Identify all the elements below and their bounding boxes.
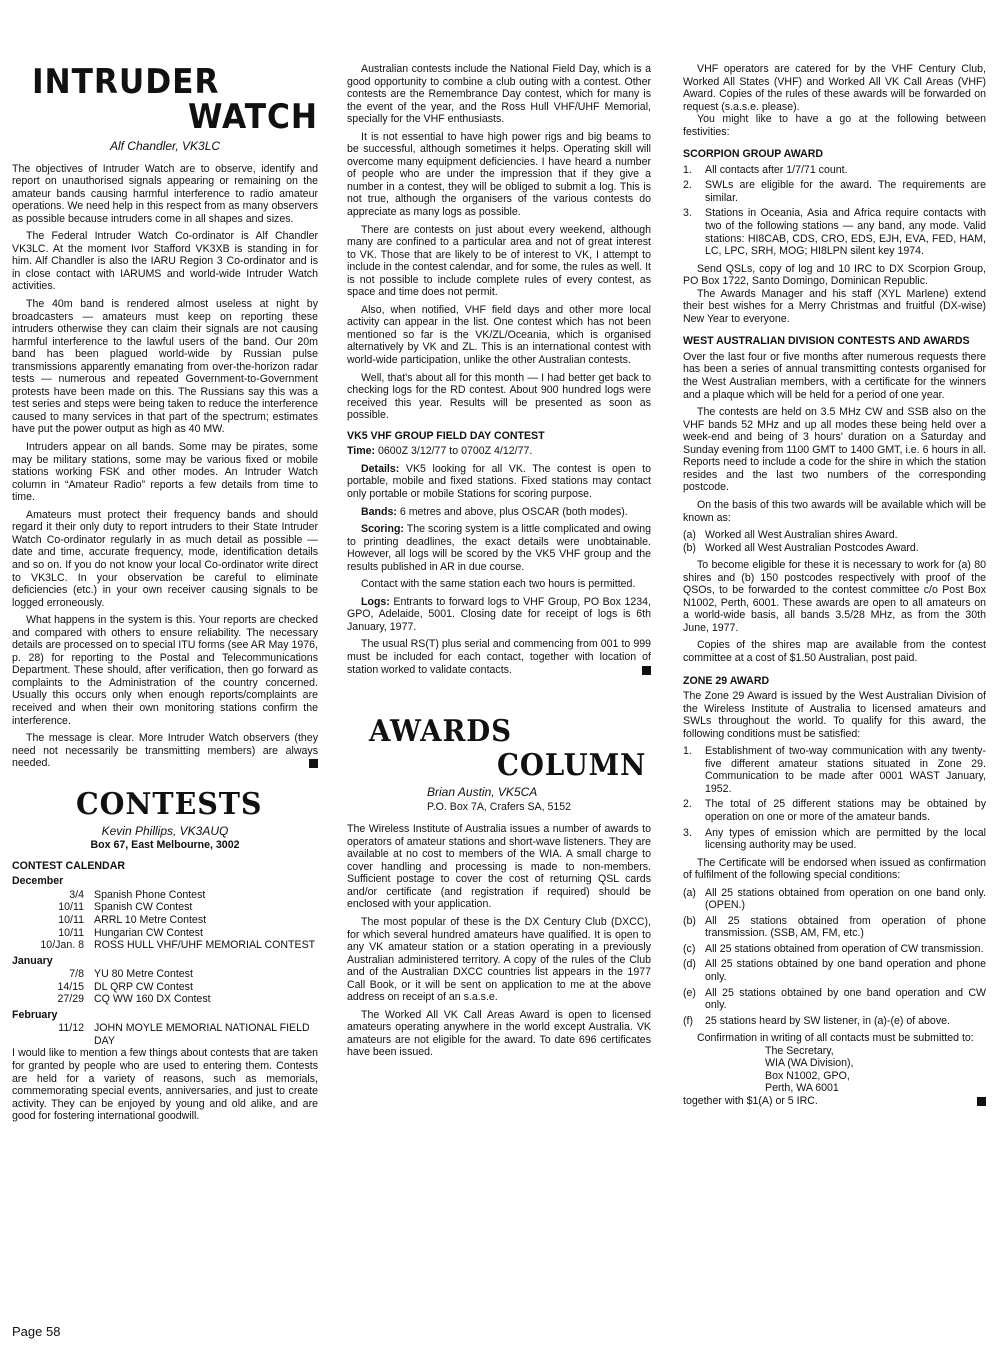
list-item: 1. All contacts after 1/7/71 count. bbox=[683, 163, 848, 176]
list-item: (b) Worked all West Australian Postcodes Award. bbox=[683, 541, 919, 554]
contests-para: There are contests on just about every weekend, although many are confined to a particular area and not of great interest to VK. Those that are likely to be of interest to VK, I attempt to include in the contest calendar, and for some, the rules as well. It is not possible to include complete rules of every contest, as space and time does not permit. bbox=[347, 223, 651, 299]
awards-para: The Wireless Institute of Australia issues a number of awards to operators of amateur stations and short-wave listeners. They are available at no cost to members of the WIA. A small charge to cover handling and processing is made to non-members. Sufficient postage to cover the cost of returning QSL cards and/or certificate (and registration if required) should be enclosed with your application. bbox=[347, 823, 651, 911]
calendar-row: 10/Jan. 8 ROSS HULL VHF/UHF MEMORIAL CONTEST bbox=[40, 939, 316, 952]
list-item: (e) All 25 stations obtained by one band operation and CW only. bbox=[683, 986, 986, 1012]
awards-para: VHF operators are catered for by the VHF Century Club, Worked All States (VHF) and Worked All VK Call Areas (VHF) Award. Copies of the rules of these awards will be forwarded on request (s.a.s.e. please). bbox=[683, 63, 986, 113]
contests-para: Australian contests include the National Field Day, which is a good opportunity to combine a club outing with a contest. Other contests are the Remembrance Day contest, which for many is the event of the year, and the Ross Hull VHF/UHF Memorial, specially for the VHF enthusiasts. bbox=[347, 63, 651, 126]
column-1 bbox=[12, 0, 318, 1128]
vk5-contact: Contact with the same station each two hours is permitted. bbox=[361, 578, 636, 591]
calendar-row: 7/8 YU 80 Metre Contest bbox=[69, 968, 193, 981]
zone29-confirm: Confirmation in writing of all contacts must be submitted to: bbox=[697, 1032, 974, 1045]
contest-calendar-heading: CONTEST CALENDAR bbox=[12, 859, 125, 872]
page-number: Page 58 bbox=[12, 1324, 61, 1339]
list-item: 2. The total of 25 different stations may be obtained by operation on one or more of the amateur bands. bbox=[683, 798, 986, 823]
column-3 bbox=[683, 0, 986, 1112]
zone29-endorse: The Certificate will be endorsed when issued as confirmation of fulfilment of the following special conditions: bbox=[683, 856, 986, 882]
intruder-para: What happens in the system is this. Your reports are checked and compared with others to ensure reliability. The necessary details are processed on to special ITU forms (see AR May 1976, p. 28) for reporting to the Postal and Telecommunications Department. These should, after verification, then go forward as complaints to the Administration of the country concerned. Usually this occurs only when enough reports/complaints are received and when their own monitoring stations confirm the interference. bbox=[12, 614, 318, 727]
intruder-para: The message is clear. More Intruder Watch observers (they need not necessarily be transmitting members) are always needed. bbox=[12, 732, 318, 770]
west-heading: WEST AUSTRALIAN DIVISION CONTESTS AND AWARDS bbox=[683, 335, 970, 348]
awards-para: The Worked All VK Call Areas Award is open to licensed amateurs operating anywhere in the world except Australia. VK amateurs are not eligible for the award. To date 696 certificates have been issued. bbox=[347, 1008, 651, 1059]
list-item: (d) All 25 stations obtained by one band operation and phone only. bbox=[683, 958, 986, 983]
month-january: January bbox=[12, 954, 53, 967]
calendar-row: 10/11 ARRL 10 Metre Contest bbox=[58, 913, 207, 926]
calendar-row: 27/29 CQ WW 160 DX Contest bbox=[57, 993, 211, 1006]
intruder-title-line2: WATCH bbox=[188, 97, 318, 137]
calendar-row: 10/11 Spanish CW Contest bbox=[58, 901, 193, 914]
intruder-byline: Alf Chandler, VK3LC bbox=[109, 139, 221, 153]
intruder-para: The 40m band is rendered almost useless at night by broadcasters — amateurs must keep on reporting these intruders otherwise they can claim their signals are not causing harmful interference to the lawful users of the band. Our 20m band has been plagued world-wide by Russian pulse transmissions apparently emanating from over-the-horizon radar tests — numerous and repeated Government-to-Government protests have been made on this. The Russians say this was a test series and steps were being taken to reduce the interference caused to many services in that part of the spectrum; estimates have put the power output as high as 40 MW. bbox=[12, 298, 318, 436]
calendar-row: 3/4 Spanish Phone Contest bbox=[69, 888, 206, 901]
vk5-heading: VK5 VHF GROUP FIELD DAY CONTEST bbox=[347, 429, 545, 442]
list-item: (a) Worked all West Australian shires Award. bbox=[683, 529, 898, 542]
list-item: (a) All 25 stations obtained from operation on one band only. (OPEN.) bbox=[683, 886, 986, 912]
intruder-title-line1: INTRUDER bbox=[32, 62, 220, 102]
contests-para: Also, when notified, VHF field days and other more local activity can appear in the list. One contest which has not been mentioned so far is the VK/ZL/Oceania, which is organised alternatively by VK and ZL. This is an international contest with world-wide participation, unlike the other Australian contests. bbox=[347, 303, 651, 367]
awards-address: P.O. Box 7A, Crafers SA, 5152 bbox=[427, 800, 572, 813]
intruder-para: Amateurs must protect their frequency bands and should regard it their only duty to report intruders to their State Intruder Watch Co-ordinator regularly in as much detail as possible — date and time, accurate frequency, mode, identification details and so on. If you do not know your local Co-ordinator write direct to VK3LC. In your observation be careful to eliminate deficiencies (etc.) in your own receiver causing signals to be logged erroneously. bbox=[12, 508, 318, 609]
west-para: The contests are held on 3.5 MHz CW and SSB also on the VHF bands 52 MHz and up all modes these being held over a week-end and being of 3 hours' duration on a Saturday and Sunday evening from 1100 GMT to 1400 GMT, i.e. 6 hours in all. Reports need to include a code for the shire in which the station resides and the last two numbers of the corresponding postcode. bbox=[683, 406, 986, 494]
month-february: February bbox=[12, 1008, 58, 1021]
contests-para: It is not essential to have high power rigs and big beams to be successful, although sometimes it helps. Operating skill will overcome many equipment deficiencies. I have heard a number of people who are under the impression that if they give a number in a contest, they will be obliged to submit a log. This is not true, although the organisers of the various contests do appreciate as many logs as possible. bbox=[347, 130, 651, 219]
west-para: On the basis of this two awards will be available which will be known as: bbox=[683, 498, 986, 524]
vk5-bands: Bands: 6 metres and above, plus OSCAR (both modes). bbox=[361, 505, 628, 518]
list-item: 2. SWLs are eligible for the award. The requirements are similar. bbox=[683, 179, 986, 204]
column-2 bbox=[347, 0, 651, 1064]
contests-address: Box 67, East Melbourne, 3002 bbox=[90, 839, 240, 852]
scorpion-para: Send QSLs, copy of log and 10 IRC to DX Scorpion Group, PO Box 1722, Santo Domingo, Dominican Republic. bbox=[683, 262, 986, 288]
vk5-details: Details: VK5 looking for all VK. The contest is open to portable, mobile and fixed stations. Fixed stations may contact only portable or mobile Stations for scoring purpose. bbox=[347, 462, 651, 500]
end-mark bbox=[309, 759, 318, 768]
calendar-row: 14/15 DL QRP CW Contest bbox=[57, 980, 193, 993]
awards-para: The most popular of these is the DX Century Club (DXCC), for which several hundred amateurs have qualified. It is open to any VK amateur station or a station operating in a previously Australian administered territory. A copy of the rules of the Club and of the Australian DXCC countries list appears in the 1977 Call Book, or it will be sent on application to me at the above address on receipt of an s.a.s.e. bbox=[347, 915, 651, 1004]
zone29-list bbox=[683, 745, 986, 851]
intruder-para: The objectives of Intruder Watch are to observe, identify and report on unauthorised signals appearing or remaining on the amateur bands causing harmful interference to radio amateur operations. We need help in this respect from as many observers as possible because intruders come in all shapes and sizes. bbox=[12, 162, 318, 225]
zone29-closing: together with $1(A) or 5 IRC. bbox=[683, 1095, 986, 1108]
intruder-para: The Federal Intruder Watch Co-ordinator is Alf Chandler VK3LC. At the moment Ivor Stafford VK3XB is standing in for him. Alf Chandler is also the IARU Region 3 Co-ordinator and is in close contact with IARUMS and world-wide Intruder Watch activities. bbox=[12, 230, 318, 293]
list-item: (c) All 25 stations obtained from operation of CW transmission. bbox=[683, 942, 984, 955]
list-item: 3. Any types of emission which are permitted by the local licensing authority may be used. bbox=[683, 826, 986, 852]
scorpion-list bbox=[683, 164, 986, 258]
end-mark bbox=[642, 666, 651, 675]
calendar-row: 11/12 JOHN MOYLE MEMORIAL NATIONAL FIELD DAY bbox=[58, 1022, 310, 1047]
vk5-time: Time: 0600Z 3/12/77 to 0700Z 4/12/77. bbox=[347, 445, 533, 458]
contests-intro: I would like to mention a few things about contests that are taken for granted by people who are used to entering them. Contests are held for a variety of reasons, such as memorials, commemorating special events, anniversaries, and just to create activity. They can be enjoyed by young and old alike, and are good for fostering international goodwill. bbox=[12, 1047, 318, 1123]
list-item: (f) 25 stations heard by SW listener, in (a)-(e) of above. bbox=[683, 1014, 950, 1027]
list-item: 1. Establishment of two-way communication with any twenty-five different amateur stations situated in Zone 29. Communication to be made after 0001 WAST January, 1952. bbox=[683, 745, 986, 795]
list-item: (b) All 25 stations obtained from operation of phone transmission. (SSB, AM, FM, etc.) bbox=[683, 914, 986, 940]
awards-para: You might like to have a go at the following between festivities: bbox=[683, 113, 986, 138]
zone29-address: The Secretary, WIA (WA Division), Box N1002, GPO, Perth, WA 6001 bbox=[765, 1044, 854, 1095]
vk5-scoring: Scoring: The scoring system is a little complicated and owing to printing deadlines, the exact details were unobtainable. However, all logs will be scored by the VK5 VHF group and the results published in AR in due course. bbox=[347, 523, 651, 573]
vk5-usual: The usual RS(T) plus serial and commencing from 001 to 999 must be included for each contact, together with location of station worked to validate contacts. bbox=[347, 638, 651, 676]
vk5-logs: Logs: Entrants to forward logs to VHF Group, PO Box 1234, GPO, Adelaide, 5001. Closing date for receipt of logs is 6th January, 1977. bbox=[347, 595, 651, 633]
zone29-conditions bbox=[683, 887, 986, 1027]
awards-byline: Brian Austin, VK5CA bbox=[427, 785, 538, 800]
list-item: 3. Stations in Oceania, Asia and Africa require contacts with two of the following stations — any band, any mode. Valid stations: HI8CAB, CDS, CRO, EDS, EJH, EVA, FED, HAM, LC, LPC, SRH, MOG; HI8LPN silent key 1974. bbox=[683, 207, 986, 258]
scorpion-heading: SCORPION GROUP AWARD bbox=[683, 148, 824, 161]
contests-para: Well, that's about all for this month — I had better get back to checking logs for the RD contest. About 900 hundred logs were received this year. Results will be presented as soon as possible. bbox=[347, 371, 651, 422]
intruder-para: Intruders appear on all bands. Some may be pirates, some may be military stations, some may be various fixed or mobile stations working FSK and other modes. An Intruder Watch column in “Amateur Radio” reports a few details from time to time. bbox=[12, 441, 318, 504]
awards-title-line2: COLUMN bbox=[497, 748, 647, 784]
scorpion-para: The Awards Manager and his staff (XYL Marlene) extend their best wishes for a Merry Christmas and fruitful (DX-wise) New Year to everyone. bbox=[683, 287, 986, 325]
calendar-row: 10/11 Hungarian CW Contest bbox=[58, 926, 203, 939]
west-para: To become eligible for these it is necessary to work for (a) 80 shires and (b) 150 postcodes respectively with proof of the QSOs, to be forwarded to the contest committee c/o Post Box N1002, Perth, 6001. These awards are open to all amateurs on a world-wide basis, all bands 3.5/28 MHz, as from the 30th June, 1977. bbox=[683, 559, 986, 634]
zone29-intro: The Zone 29 Award is issued by the West Australian Division of the Wireless Institute of Australia to licensed amateurs and SWLs throughout the world. To qualify for this award, the following conditions must be satisfied: bbox=[683, 690, 986, 740]
end-mark bbox=[977, 1097, 986, 1106]
month-december: December bbox=[12, 875, 64, 888]
west-list bbox=[683, 529, 986, 554]
west-para: Over the last four or five months after numerous requests there has been a series of annual transmitting contests organised for the West Australian members, with a certificate for the winners and a plaque which will be held for a period of one year. bbox=[683, 350, 986, 401]
zone29-heading: ZONE 29 AWARD bbox=[683, 674, 770, 687]
awards-title-line1: AWARDS bbox=[369, 714, 513, 750]
contests-byline: Kevin Phillips, VK3AUQ bbox=[101, 823, 229, 838]
west-para: Copies of the shires map are available from the contest committee at a cost of $1.50 Australian, post paid. bbox=[683, 639, 986, 664]
contests-title: CONTESTS bbox=[76, 786, 263, 822]
